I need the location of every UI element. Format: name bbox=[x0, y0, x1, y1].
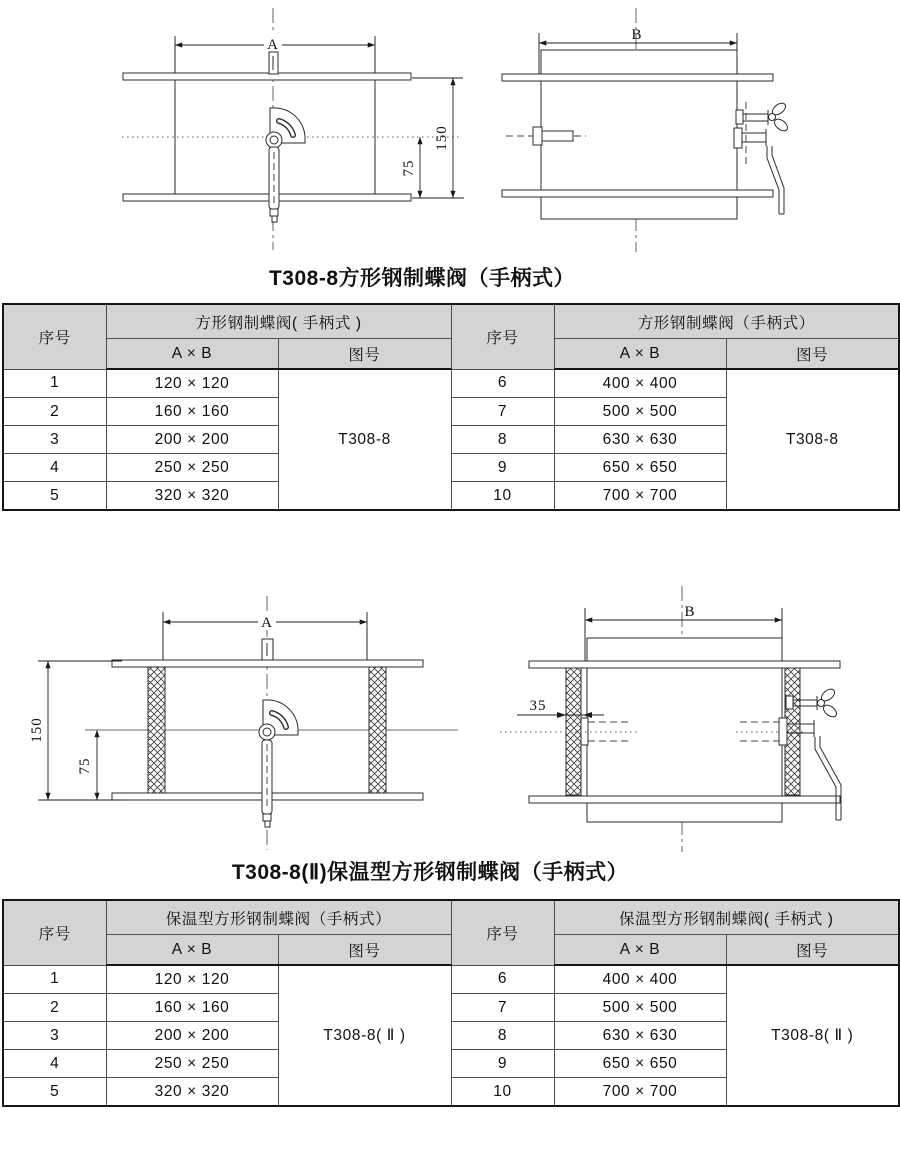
serial-cell: 7 bbox=[451, 398, 554, 426]
size-cell: 700 × 700 bbox=[554, 1078, 726, 1107]
serial-cell: 2 bbox=[3, 994, 106, 1022]
serial-cell: 4 bbox=[3, 1050, 106, 1078]
col-header-serial: 序号 bbox=[451, 304, 554, 369]
col-header-figure: 图号 bbox=[726, 935, 899, 966]
serial-cell: 1 bbox=[3, 369, 106, 398]
dim-label-35: 35 bbox=[529, 698, 547, 714]
col-header-serial: 序号 bbox=[3, 900, 106, 965]
col-header-axb: A × B bbox=[106, 339, 278, 370]
serial-cell: 5 bbox=[3, 482, 106, 511]
serial-cell: 3 bbox=[3, 426, 106, 454]
dim-label-75: 75 bbox=[77, 757, 93, 775]
insulation-hatch bbox=[148, 667, 165, 793]
col-header-figure: 图号 bbox=[278, 339, 451, 370]
serial-cell: 6 bbox=[451, 965, 554, 994]
col-header-axb: A × B bbox=[106, 935, 278, 966]
size-cell: 650 × 650 bbox=[554, 454, 726, 482]
serial-cell: 9 bbox=[451, 1050, 554, 1078]
figure-no-cell: T308-8 bbox=[726, 369, 899, 510]
size-cell: 320 × 320 bbox=[106, 1078, 278, 1107]
col-header-serial: 序号 bbox=[451, 900, 554, 965]
serial-cell: 8 bbox=[451, 1022, 554, 1050]
plain-valve-side-view bbox=[502, 8, 790, 252]
plain-valve-front-view bbox=[122, 8, 464, 250]
insulation-hatch bbox=[369, 667, 386, 793]
serial-cell: 4 bbox=[3, 454, 106, 482]
insulation-hatch bbox=[566, 668, 581, 795]
section-title-plain: T308-8方形钢制蝶阀（手柄式） bbox=[268, 267, 576, 290]
figure-no-cell: T308-8( Ⅱ ) bbox=[278, 965, 451, 1106]
size-cell: 200 × 200 bbox=[106, 1022, 278, 1050]
serial-cell: 9 bbox=[451, 454, 554, 482]
spec-table-insulated bbox=[2, 899, 900, 1107]
size-cell: 500 × 500 bbox=[554, 398, 726, 426]
insulated-valve-side-view bbox=[500, 586, 841, 852]
serial-cell: 3 bbox=[3, 1022, 106, 1050]
size-cell: 160 × 160 bbox=[106, 398, 278, 426]
col-header-axb: A × B bbox=[554, 339, 726, 370]
dim-label-b: B bbox=[631, 27, 643, 43]
size-cell: 120 × 120 bbox=[106, 965, 278, 994]
size-cell: 400 × 400 bbox=[554, 369, 726, 398]
dim-label-b: B bbox=[684, 604, 696, 620]
insulated-valve-front-view bbox=[29, 596, 458, 850]
col-header-serial: 序号 bbox=[3, 304, 106, 369]
dim-label-a: A bbox=[261, 615, 273, 631]
size-cell: 650 × 650 bbox=[554, 1050, 726, 1078]
size-cell: 700 × 700 bbox=[554, 482, 726, 511]
size-cell: 320 × 320 bbox=[106, 482, 278, 511]
size-cell: 400 × 400 bbox=[554, 965, 726, 994]
serial-cell: 7 bbox=[451, 994, 554, 1022]
col-header-figure: 图号 bbox=[278, 935, 451, 966]
figure-no-cell: T308-8( Ⅱ ) bbox=[726, 965, 899, 1106]
size-cell: 250 × 250 bbox=[106, 454, 278, 482]
serial-cell: 10 bbox=[451, 1078, 554, 1107]
size-cell: 160 × 160 bbox=[106, 994, 278, 1022]
serial-cell: 1 bbox=[3, 965, 106, 994]
col-header-figure: 图号 bbox=[726, 339, 899, 370]
section-title-insulated: T308-8(Ⅱ)保温型方形钢制蝶阀（手柄式） bbox=[231, 861, 629, 884]
table-row bbox=[3, 965, 899, 994]
header-row-group bbox=[3, 304, 899, 339]
group-header-left: 方形钢制蝶阀( 手柄式 ) bbox=[106, 304, 451, 339]
figure-no-cell: T308-8 bbox=[278, 369, 451, 510]
table-row bbox=[3, 369, 899, 398]
serial-cell: 5 bbox=[3, 1078, 106, 1107]
serial-cell: 6 bbox=[451, 369, 554, 398]
dim-label-150: 150 bbox=[29, 717, 45, 743]
dim-label-75: 75 bbox=[401, 159, 417, 177]
spec-table-plain bbox=[2, 303, 900, 511]
col-header-axb: A × B bbox=[554, 935, 726, 966]
group-header-right: 方形钢制蝶阀（手柄式） bbox=[554, 304, 899, 339]
size-cell: 630 × 630 bbox=[554, 426, 726, 454]
size-cell: 630 × 630 bbox=[554, 1022, 726, 1050]
serial-cell: 10 bbox=[451, 482, 554, 511]
dim-label-a: A bbox=[267, 37, 279, 53]
size-cell: 120 × 120 bbox=[106, 369, 278, 398]
serial-cell: 8 bbox=[451, 426, 554, 454]
size-cell: 250 × 250 bbox=[106, 1050, 278, 1078]
group-header-right: 保温型方形钢制蝶阀( 手柄式 ) bbox=[554, 900, 899, 935]
size-cell: 200 × 200 bbox=[106, 426, 278, 454]
serial-cell: 2 bbox=[3, 398, 106, 426]
dim-label-150: 150 bbox=[434, 125, 450, 151]
header-row-group bbox=[3, 900, 899, 935]
group-header-left: 保温型方形钢制蝶阀（手柄式） bbox=[106, 900, 451, 935]
size-cell: 500 × 500 bbox=[554, 994, 726, 1022]
